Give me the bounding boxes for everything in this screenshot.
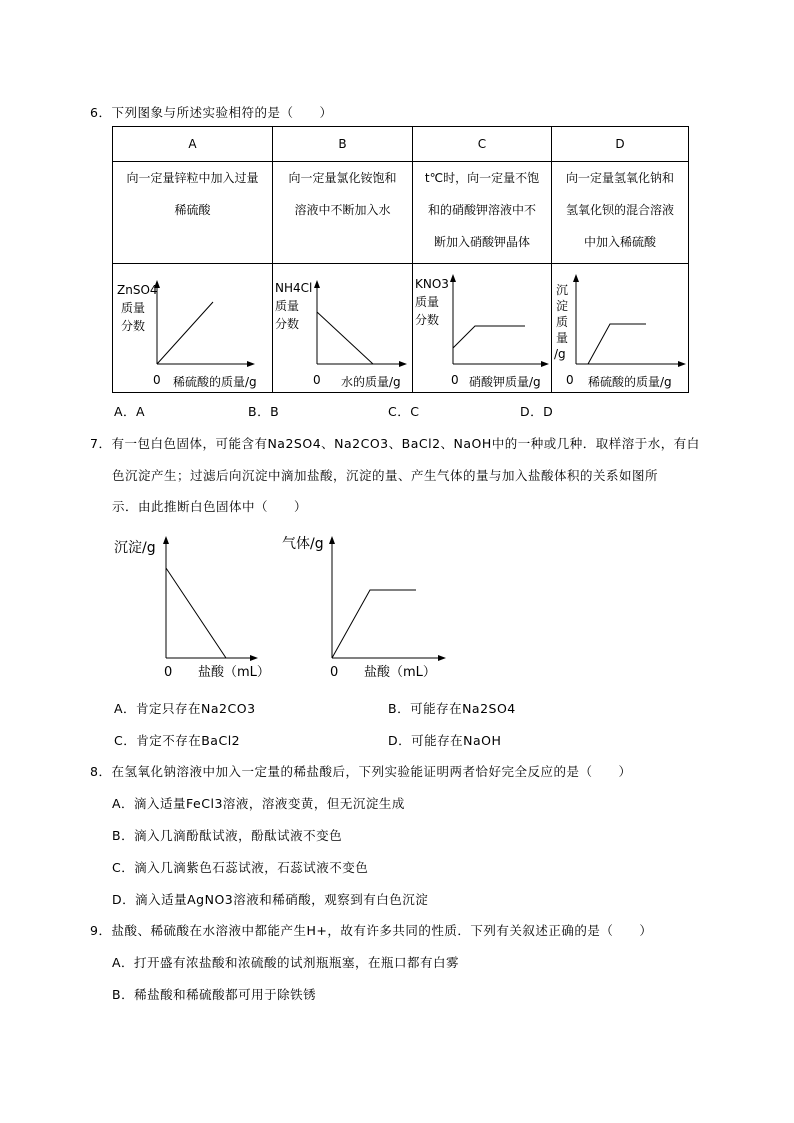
graph-a-ylabel-2: 质量 — [121, 301, 146, 315]
q6-desc-d-line2: 氢氧化钡的混合溶液 — [565, 203, 674, 217]
q6-desc-b-line2: 溶液中不断加入水 — [294, 203, 391, 217]
graph-d-ylabel-3: 质 — [556, 315, 569, 329]
graph-d-xlabel: 稀硫酸的质量/g — [588, 375, 672, 389]
q6-desc-b — [273, 162, 413, 264]
graph-a-x-arrow — [247, 361, 255, 367]
q6-graph-d — [552, 264, 689, 393]
q6-desc-c-line3: 断加入硝酸钾晶体 — [433, 235, 530, 249]
graph-d-ylabel-5: /g — [554, 347, 566, 361]
graph-c-ylabel-3: 分数 — [415, 313, 440, 327]
q8-option-c[interactable]: C．滴入几滴紫色石蕊试液，石蕊试液不变色 — [112, 860, 369, 875]
q7-graph1-ylabel: 沉淀/g — [114, 540, 156, 556]
q6-graph-a — [113, 264, 273, 393]
q7-option-b[interactable]: B．可能存在Na2SO4 — [388, 701, 516, 716]
graph-b-origin: 0 — [313, 373, 321, 387]
q7-graph2-ylabel: 气体/g — [282, 536, 324, 552]
graph-a-curve — [157, 302, 213, 364]
q7-stem-line1: 7．有一包白色固体，可能含有Na2SO4、Na2CO3、BaCl2、NaOH中的一种或几种．取样溶于水，有白 — [90, 436, 700, 451]
q6-desc-d-line3: 中加入稀硫酸 — [583, 235, 656, 249]
q6-desc-c-line2: 和的硝酸钾溶液中不 — [427, 203, 536, 217]
q6-desc-a — [113, 162, 273, 264]
q6-desc-c — [413, 162, 552, 264]
q7-option-d[interactable]: D．可能存在NaOH — [388, 733, 502, 748]
q6-header-d: D — [552, 127, 689, 162]
graph-c-ylabel-1: KNO3 — [415, 277, 449, 291]
graph-b-ylabel-2: 质量 — [275, 299, 300, 313]
q6-desc-d — [552, 162, 689, 264]
q6-graph-c — [413, 264, 552, 393]
graph-b-ylabel-1: NH4Cl — [275, 281, 313, 295]
q7-stem-line2: 色沉淀产生；过滤后向沉淀中滴加盐酸，沉淀的量、产生气体的量与加入盐酸体积的关系如图所 — [112, 468, 659, 483]
graph-a-xlabel: 稀硫酸的质量/g — [173, 375, 257, 389]
graph-d-ylabel-4: 量 — [556, 331, 569, 345]
q6-options-table — [112, 126, 689, 393]
graph-b-ylabel-3: 分数 — [275, 317, 300, 331]
q6-option-a[interactable]: A．A — [114, 404, 146, 419]
q6-option-b[interactable]: B．B — [248, 404, 280, 419]
q6-option-d[interactable]: D．D — [520, 404, 554, 419]
graph-d-ylabel-1: 沉 — [556, 283, 569, 297]
q8-option-a[interactable]: A．滴入适量FeCl3溶液，溶液变黄，但无沉淀生成 — [112, 796, 405, 811]
q8-option-b[interactable]: B．滴入几滴酚酞试液，酚酞试液不变色 — [112, 828, 343, 843]
graph-d-ylabel-2: 淀 — [556, 299, 569, 313]
q9-stem: 9．盐酸、稀硫酸在水溶液中都能产生H+，故有许多共同的性质．下列有关叙述正确的是（ ） — [90, 923, 653, 938]
q7-graph1-origin: 0 — [164, 665, 173, 680]
q6-desc-b-line1: 向一定量氯化铵饱和 — [288, 171, 397, 185]
q7-option-a[interactable]: A．肯定只存在Na2CO3 — [114, 701, 256, 716]
q6-header-a: A — [113, 127, 273, 162]
q7-stem-line3: 示．由此推断白色固体中（ ） — [112, 499, 308, 514]
graph-a-ylabel-1: ZnSO4 — [117, 283, 158, 297]
q6-desc-a-line2: 稀硫酸 — [174, 203, 211, 217]
q6-option-c[interactable]: C．C — [388, 404, 420, 419]
q7-graph-precipitate — [112, 530, 270, 680]
q6-header-b: B — [273, 127, 413, 162]
q7-option-c[interactable]: C．肯定不存在BaCl2 — [114, 733, 241, 748]
q7-graph2-xlabel: 盐酸（mL） — [364, 665, 436, 680]
q6-desc-c-line1: t℃时，向一定量不饱 — [424, 171, 540, 185]
q6-header-c: C — [413, 127, 552, 162]
graph-c-origin: 0 — [451, 373, 459, 387]
graph-c-ylabel-2: 质量 — [415, 295, 440, 309]
q8-stem: 8．在氢氧化钠溶液中加入一定量的稀盐酸后，下列实验能证明两者恰好完全反应的是（ ） — [90, 764, 632, 779]
graph-d-origin: 0 — [566, 373, 574, 387]
q6-stem: 6．下列图象与所述实验相符的是（ ） — [90, 105, 333, 120]
q6-desc-a-line1: 向一定量锌粒中加入过量 — [126, 171, 259, 185]
q7-graph2-origin: 0 — [330, 665, 339, 680]
graph-b-xlabel: 水的质量/g — [341, 375, 401, 389]
q9-option-a[interactable]: A．打开盛有浓盐酸和浓硫酸的试剂瓶瓶塞，在瓶口都有白雾 — [112, 955, 460, 970]
q8-option-d[interactable]: D．滴入适量AgNO3溶液和稀硝酸，观察到有白色沉淀 — [112, 892, 429, 907]
graph-c-xlabel: 硝酸钾质量/g — [469, 375, 541, 389]
q9-option-b[interactable]: B．稀盐酸和稀硫酸都可用于除铁锈 — [112, 987, 317, 1002]
q7-graph1-xlabel: 盐酸（mL） — [198, 665, 270, 680]
q6-graph-b — [273, 264, 413, 393]
q7-graph-gas — [280, 530, 450, 680]
q6-desc-d-line1: 向一定量氢氧化钠和 — [565, 171, 674, 185]
graph-a-origin: 0 — [153, 373, 161, 387]
graph-a-ylabel-3: 分数 — [121, 319, 146, 333]
